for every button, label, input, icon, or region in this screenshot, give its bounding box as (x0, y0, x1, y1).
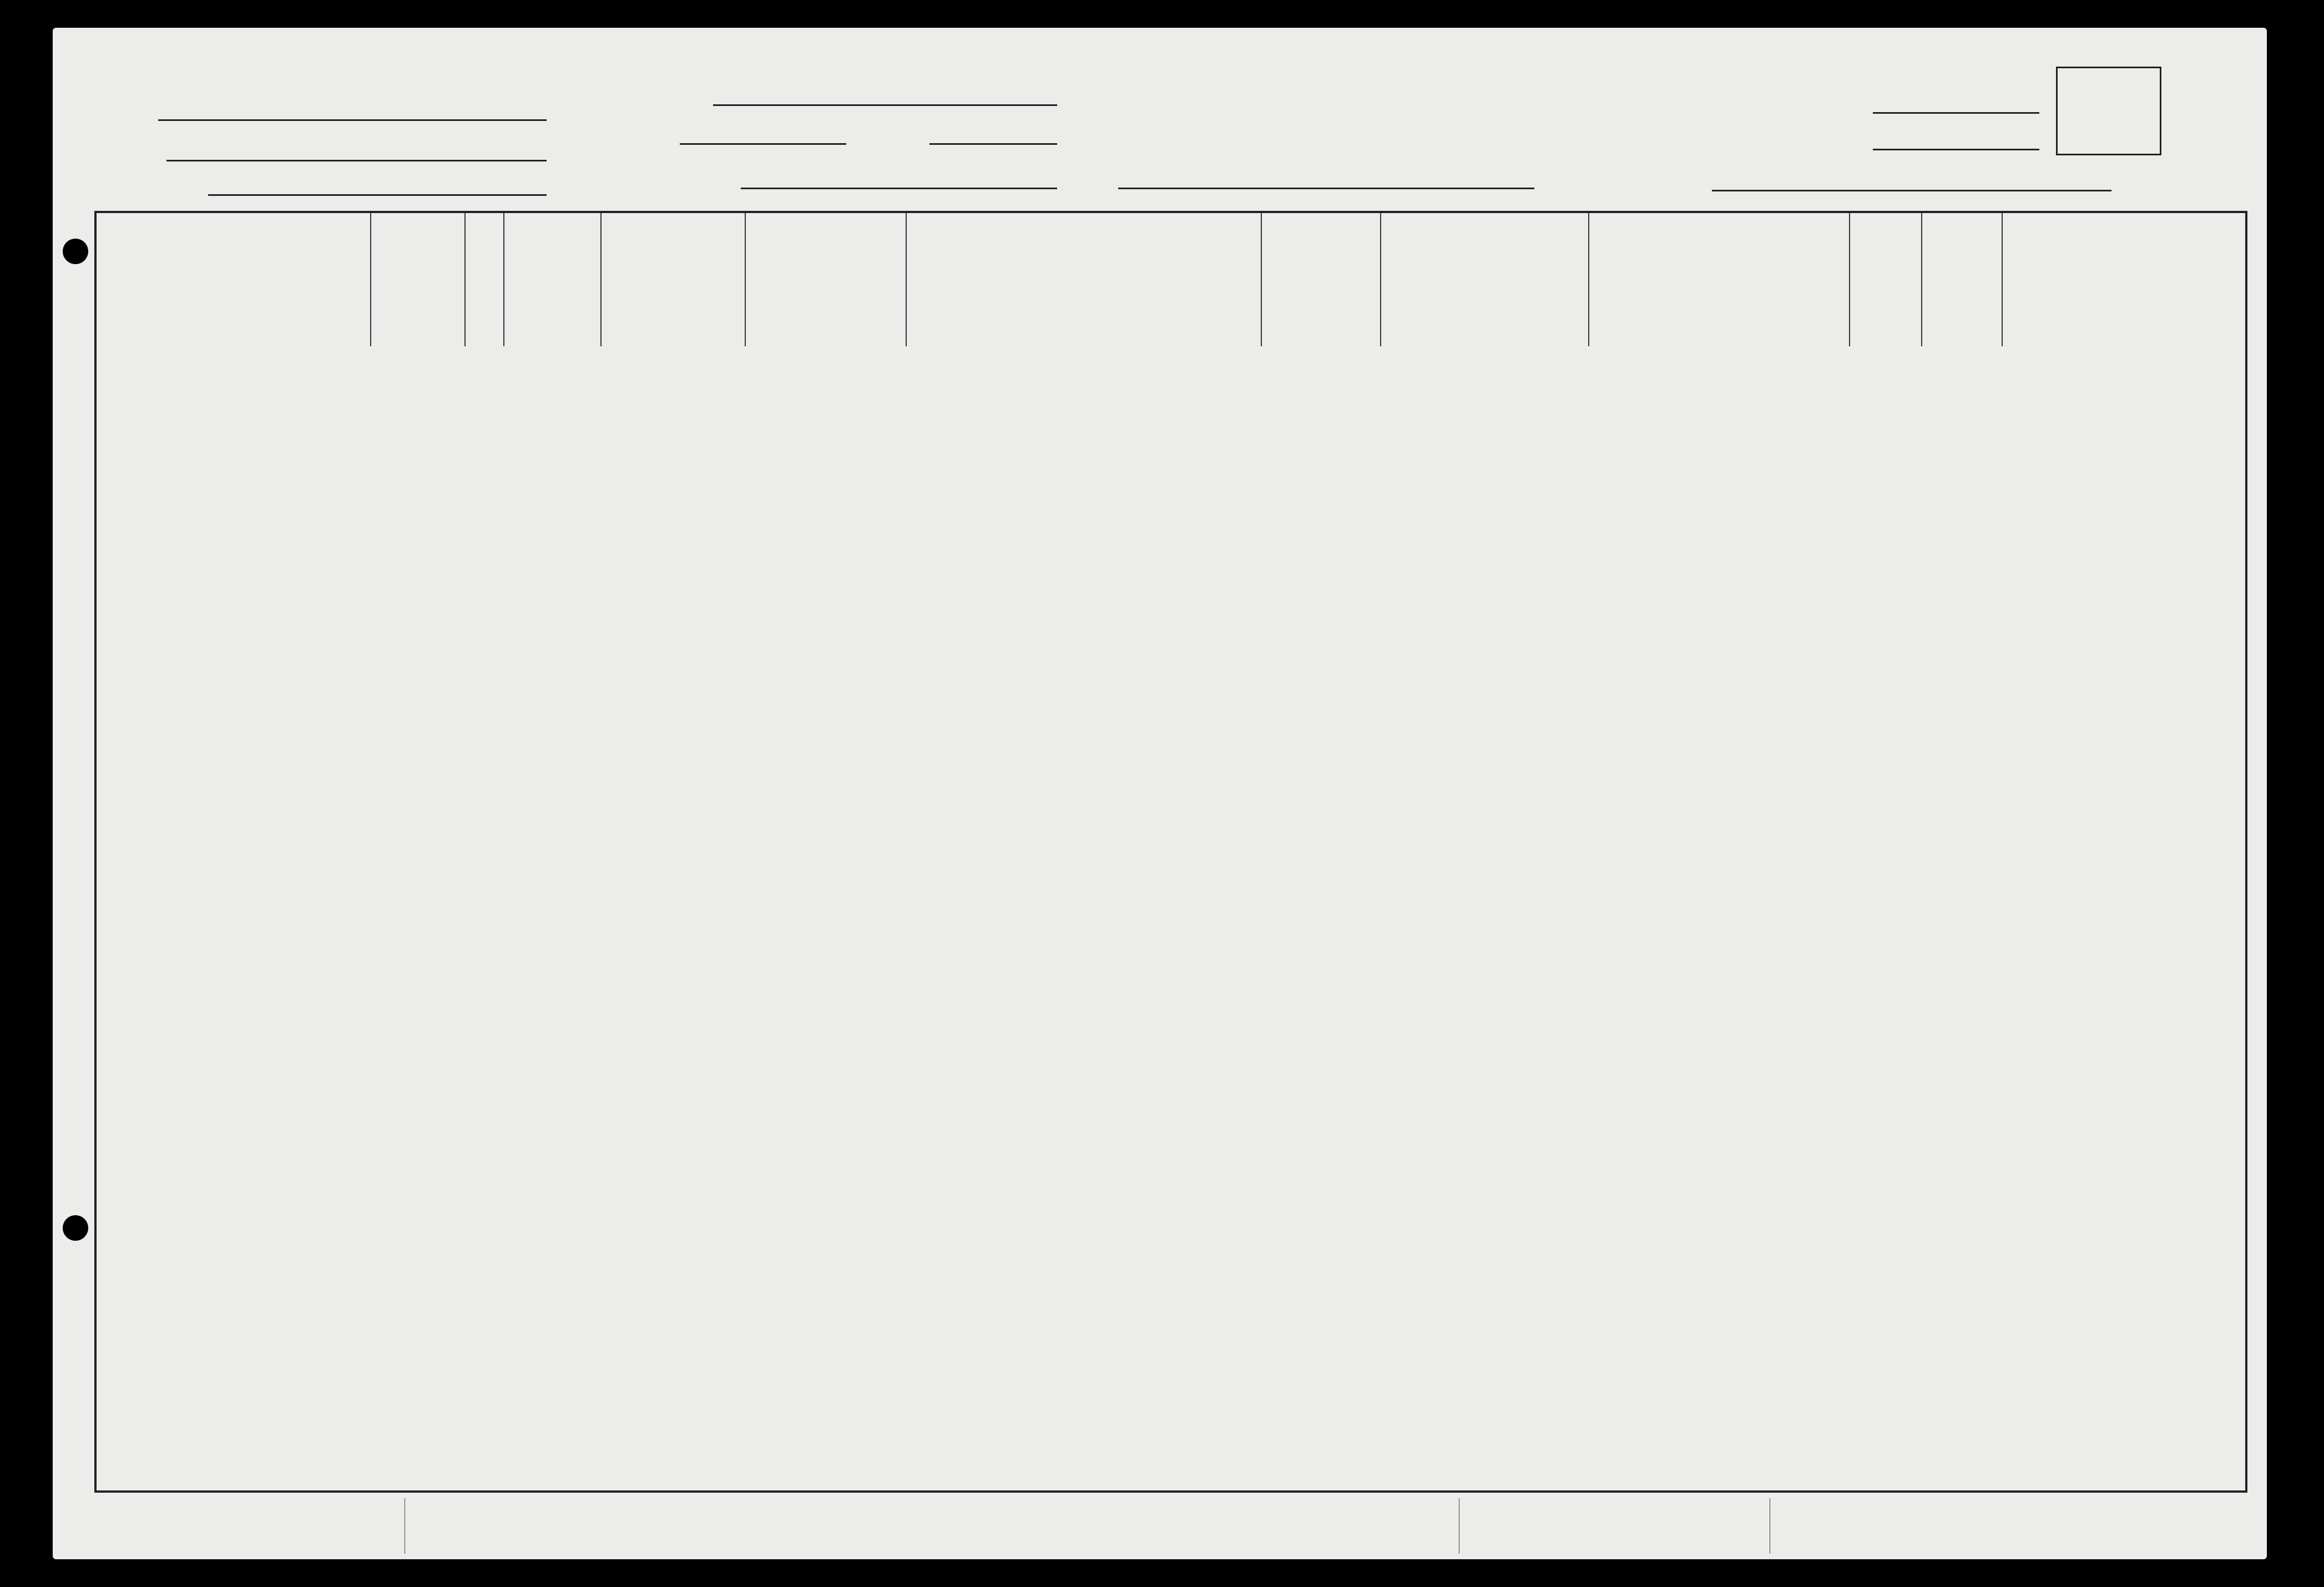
column-header (1381, 213, 1589, 346)
footer (94, 1498, 2247, 1554)
column-header (97, 213, 371, 346)
column-header (907, 213, 1262, 346)
entries-notes (1770, 1498, 2247, 1554)
entries-title (1459, 1498, 1770, 1554)
abbrev-keys (405, 1498, 1459, 1554)
binder-hole (63, 1215, 88, 1241)
column-header (1850, 213, 1922, 346)
column-header (504, 213, 602, 346)
abbrev-title (94, 1498, 405, 1554)
column-header (1589, 213, 1850, 346)
census-table (94, 211, 2247, 1493)
census-sheet (53, 28, 2267, 1559)
column-header (746, 213, 907, 346)
column-header (466, 213, 504, 346)
binder-hole (63, 239, 88, 264)
column-header (1262, 213, 1381, 346)
sheet-number-box (2056, 67, 2161, 155)
column-header (602, 213, 746, 346)
column-header (371, 213, 466, 346)
column-header (1922, 213, 2003, 346)
